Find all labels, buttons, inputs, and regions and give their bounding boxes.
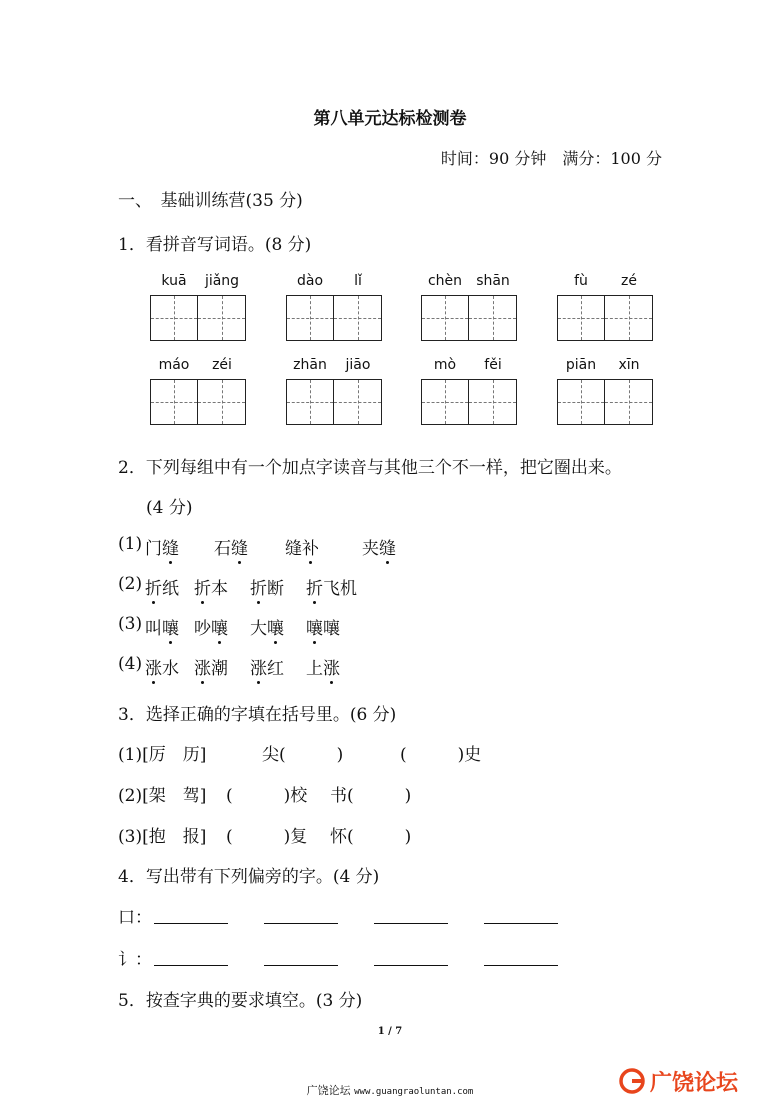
tianzige-box[interactable] [605, 379, 653, 425]
answer-blank[interactable] [374, 905, 448, 924]
radical-label: 口： [118, 908, 152, 928]
pinyin-label: fù [574, 273, 588, 289]
row-number: (1) [118, 534, 143, 554]
answer-blank[interactable] [264, 947, 338, 966]
tianzige-box[interactable] [286, 295, 334, 341]
exam-meta: 时间：90 分钟 满分：100 分 [440, 149, 662, 168]
tianzige-box[interactable] [334, 295, 382, 341]
tianzige-box[interactable] [286, 379, 334, 425]
word-option[interactable]: 折纸 [145, 574, 179, 599]
question-2-heading: 2．下列每组中有一个加点字读音与其他三个不一样，把它圈出来。 [118, 458, 622, 478]
pinyin-label: zéi [212, 357, 232, 373]
tianzige-box[interactable] [557, 295, 605, 341]
word-option[interactable]: 吵嚷 [194, 614, 228, 639]
tianzige-box[interactable] [557, 379, 605, 425]
word-option[interactable]: 缝补 [285, 534, 319, 559]
tianzige-box[interactable] [150, 295, 198, 341]
fill-bracket[interactable]: ( )史 [400, 745, 482, 765]
page-number: 1 / 7 [377, 1026, 403, 1037]
choice-pair: (2)[架 驾] [118, 786, 207, 806]
word-option[interactable]: 涨潮 [194, 654, 228, 679]
answer-blank[interactable] [264, 905, 338, 924]
word-option[interactable]: 上涨 [306, 654, 340, 679]
question-2-score: (4 分) [146, 498, 193, 518]
section-heading: 一、 基础训练营(35 分) [118, 191, 303, 211]
tianzige-box[interactable] [198, 379, 246, 425]
tianzige-box[interactable] [421, 379, 469, 425]
pinyin-label: piān [565, 357, 597, 373]
radical-label: 讠： [118, 950, 152, 970]
footer-site: www.guangraoluntan.com [354, 1087, 474, 1097]
word-option[interactable]: 大嚷 [250, 614, 284, 639]
fill-bracket[interactable]: 尖( ) [262, 745, 344, 765]
logo [618, 1066, 774, 1096]
tianzige-box[interactable] [469, 379, 517, 425]
pinyin-label: chèn [427, 273, 463, 289]
fill-bracket[interactable]: ( )校 [226, 786, 308, 806]
fill-bracket[interactable]: ( )复 [226, 827, 308, 847]
question-1-heading: 1．看拼音写词语。(8 分) [118, 235, 312, 255]
row-number: (2) [118, 574, 143, 594]
word-option[interactable]: 涨红 [250, 654, 284, 679]
answer-blank[interactable] [484, 905, 558, 924]
choice-pair: (1)[厉 历] [118, 745, 207, 765]
fill-bracket[interactable]: 怀( ) [330, 827, 412, 847]
footer-name: 广饶论坛 [306, 1084, 351, 1097]
pinyin-label: jiāo [345, 357, 371, 373]
word-option[interactable]: 叫嚷 [145, 614, 179, 639]
pinyin-label: shān [476, 273, 510, 289]
answer-blank[interactable] [374, 947, 448, 966]
question-4-heading: 4．写出带有下列偏旁的字。(4 分) [118, 867, 380, 887]
answer-blank[interactable] [154, 905, 228, 924]
tianzige-box[interactable] [198, 295, 246, 341]
row-number: (3) [118, 614, 143, 634]
tianzige-box[interactable] [469, 295, 517, 341]
choice-pair: (3)[抱 报] [118, 827, 207, 847]
question-5-heading: 5．按查字典的要求填空。(3 分) [118, 991, 363, 1011]
tianzige-box[interactable] [334, 379, 382, 425]
pinyin-label: lǐ [354, 273, 362, 289]
logo-text: 广饶论坛 [650, 1071, 739, 1096]
word-option[interactable]: 涨水 [145, 654, 179, 679]
word-option[interactable]: 嚷嚷 [306, 614, 340, 639]
word-option[interactable]: 折本 [194, 574, 228, 599]
pinyin-label: zé [621, 273, 637, 289]
row-number: (4) [118, 654, 143, 674]
tianzige-box[interactable] [150, 379, 198, 425]
word-option[interactable]: 折断 [250, 574, 284, 599]
tianzige-box[interactable] [605, 295, 653, 341]
answer-blank[interactable] [484, 947, 558, 966]
word-option[interactable]: 门缝 [145, 534, 179, 559]
answer-blank[interactable] [154, 947, 228, 966]
pinyin-label: zhān [293, 357, 327, 373]
tianzige-box[interactable] [421, 295, 469, 341]
pinyin-label: máo [158, 357, 190, 373]
word-option[interactable]: 折飞机 [306, 574, 357, 599]
word-option[interactable]: 石缝 [214, 534, 248, 559]
pinyin-label: dào [296, 273, 324, 289]
pinyin-label: mò [433, 357, 457, 373]
pinyin-label: xīn [618, 357, 640, 373]
page-title: 第八单元达标检测卷 [313, 109, 467, 129]
question-3-heading: 3．选择正确的字填在括号里。(6 分) [118, 705, 397, 725]
pinyin-label: jiǎng [204, 273, 240, 289]
word-option[interactable]: 夹缝 [362, 534, 396, 559]
pinyin-label: kuā [161, 273, 187, 289]
fill-bracket[interactable]: 书( ) [330, 786, 412, 806]
pinyin-label: fěi [484, 357, 502, 373]
